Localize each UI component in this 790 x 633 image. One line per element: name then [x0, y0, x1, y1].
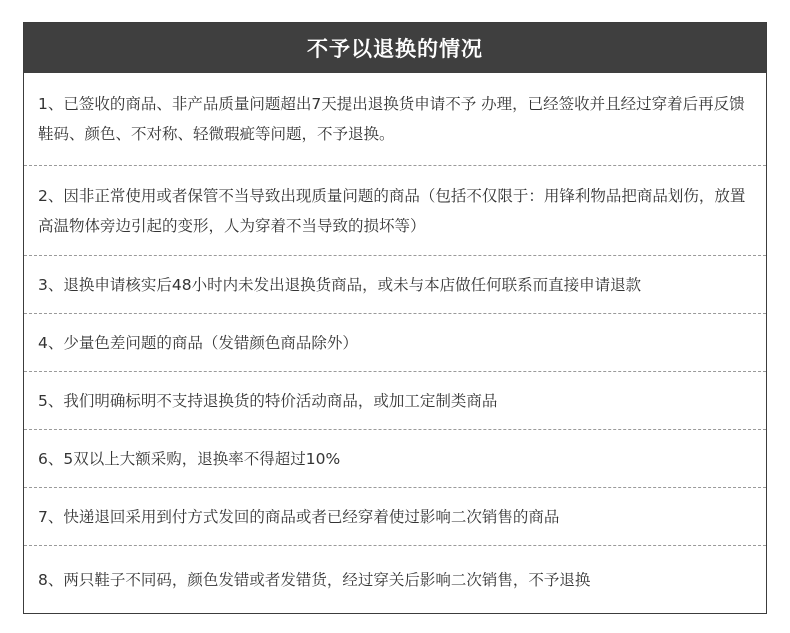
return-policy-panel — [23, 22, 767, 614]
rule-item-6 — [24, 430, 766, 488]
rule-item-5 — [24, 372, 766, 430]
rule-text: 2、因非正常使用或者保管不当导致出现质量问题的商品（包括不仅限于：用锋利物品把商品划伤，放置高温物体旁边引起的变形，人为穿着不当导致的损坏等） — [38, 186, 746, 235]
rule-text: 5、我们明确标明不支持退换货的特价活动商品，或加工定制类商品 — [38, 391, 498, 410]
rule-text: 4、少量色差问题的商品（发错颜色商品除外） — [38, 333, 358, 352]
rule-item-3 — [24, 256, 766, 314]
rule-text: 7、快递退回采用到付方式发回的商品或者已经穿着使过影响二次销售的商品 — [38, 507, 560, 526]
panel-title: 不予以退换的情况 — [24, 23, 766, 73]
rule-text: 8、两只鞋子不同码，颜色发错或者发错货，经过穿关后影响二次销售，不予退换 — [38, 570, 591, 589]
rule-text: 1、已签收的商品、非产品质量问题超出7天提出退换货申请不予 办理，已经签收并且经过穿着后再反馈鞋码、颜色、不对称、轻微瑕疵等问题，不予退换。 — [38, 95, 745, 143]
rule-item-7 — [24, 488, 766, 546]
rule-item-8 — [24, 546, 766, 613]
rule-text: 6、5双以上大额采购，退换率不得超过10% — [38, 449, 341, 468]
rule-text: 3、退换申请核实后48小时内未发出退换货商品，或未与本店做任何联系而直接申请退款 — [38, 275, 642, 294]
rule-item-4 — [24, 314, 766, 372]
rule-item-1 — [24, 73, 766, 166]
rule-item-2 — [24, 166, 766, 256]
